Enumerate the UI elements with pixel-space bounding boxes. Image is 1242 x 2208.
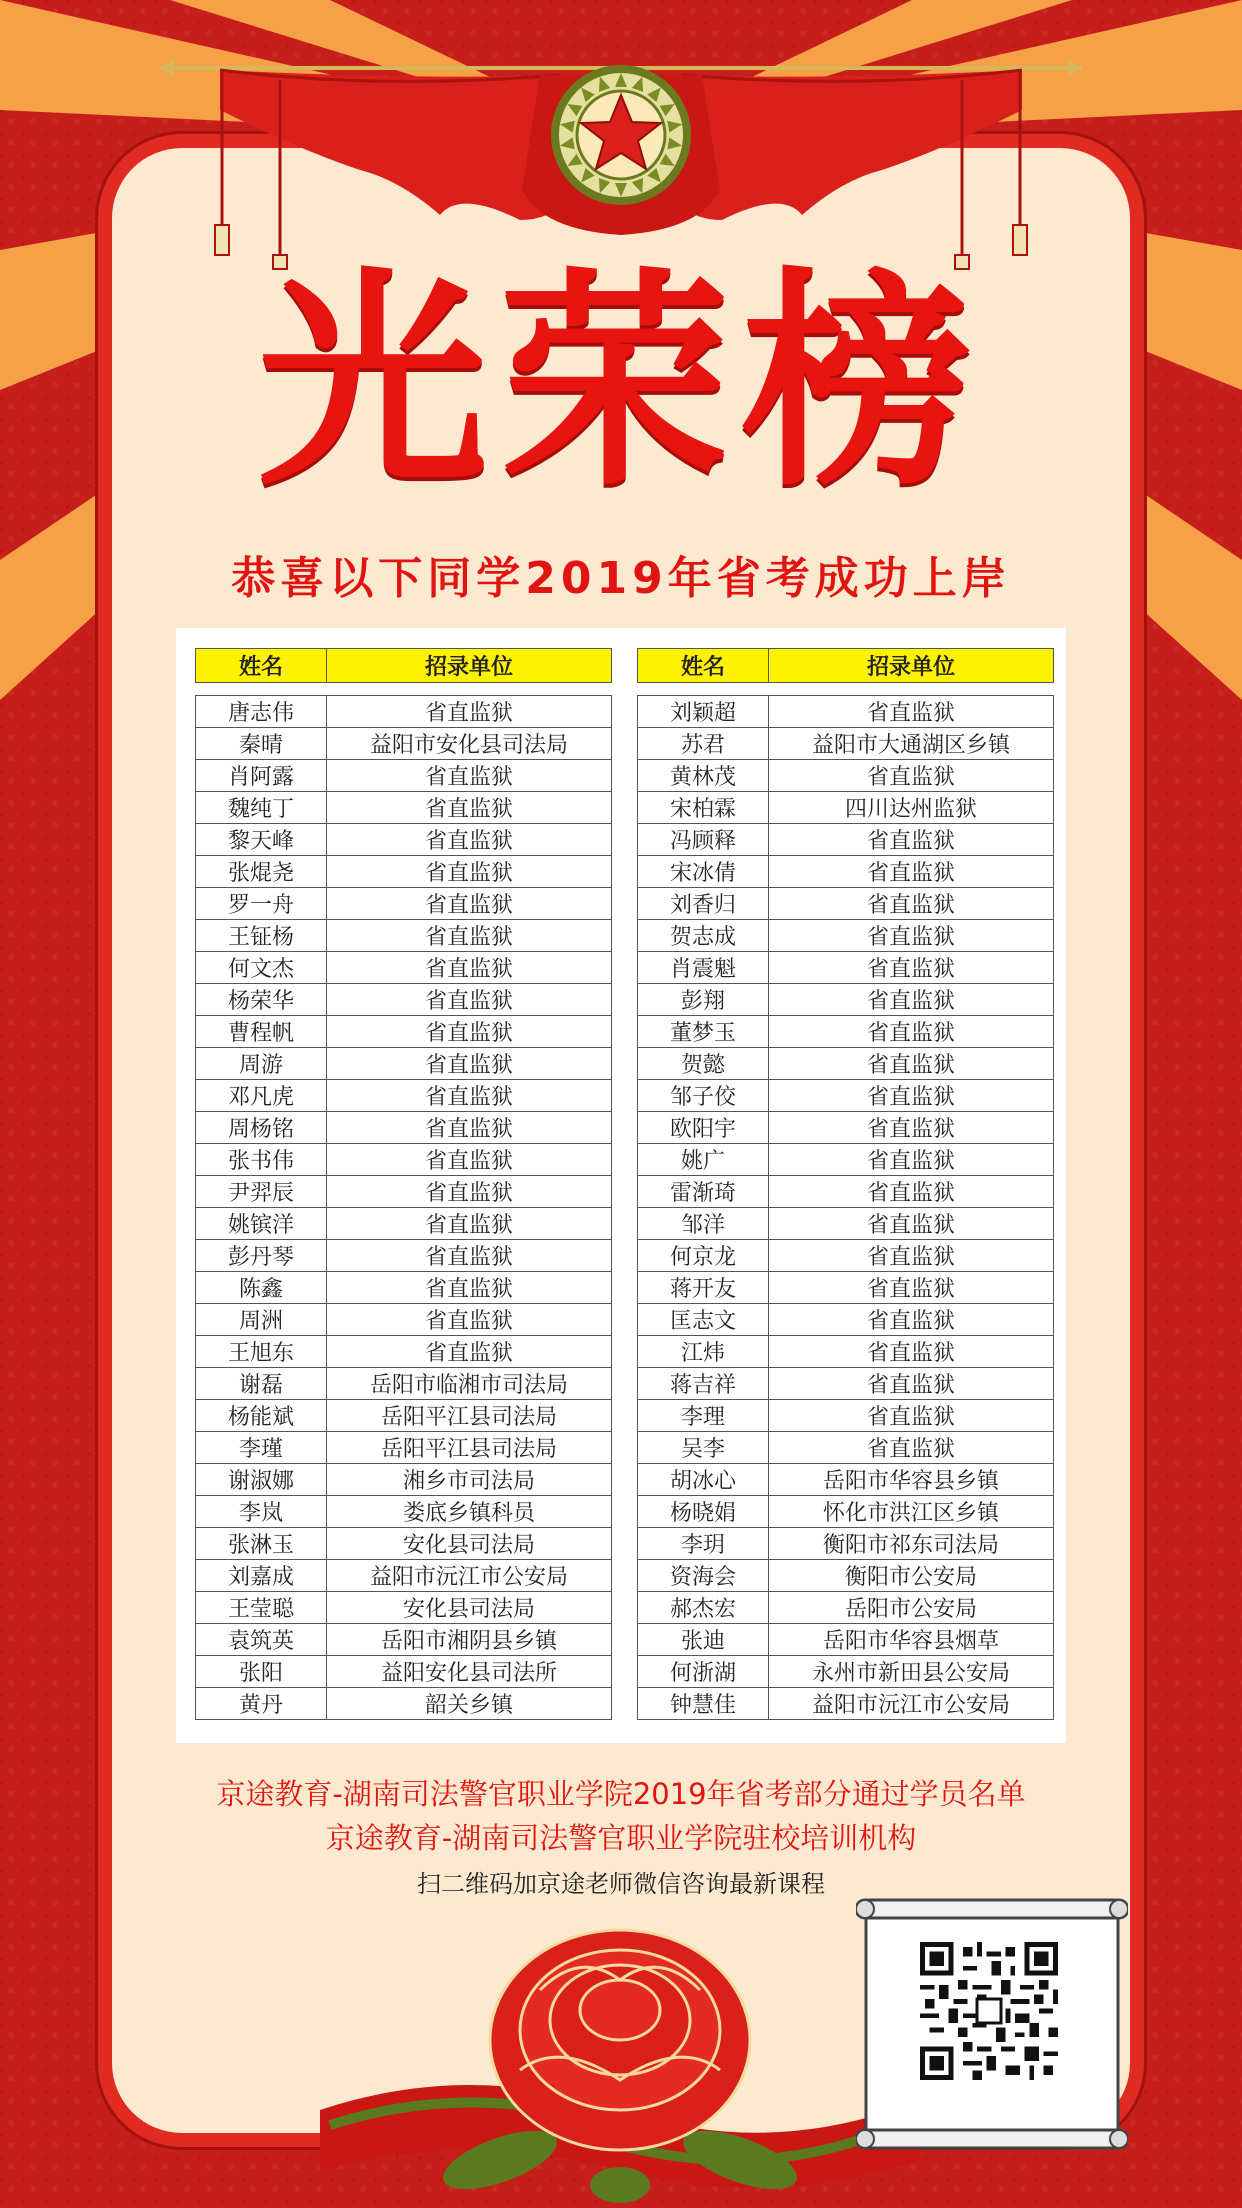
column-header-name: 姓名 [196,649,327,683]
table-row [196,1240,612,1272]
roster-table-right [637,648,1054,1720]
cell-unit: 省直监狱 [327,760,612,792]
table-row [638,1432,1054,1464]
table-row [196,1400,612,1432]
cell-name: 何文杰 [196,952,327,984]
cell-name: 宋柏霖 [638,792,769,824]
cell-unit: 省直监狱 [769,1144,1054,1176]
roster-table-left [195,648,612,1720]
cell-name: 曹程帆 [196,1016,327,1048]
cell-name: 何京龙 [638,1240,769,1272]
table-row [638,1080,1054,1112]
table-row [638,728,1054,760]
cell-name: 周游 [196,1048,327,1080]
table-row [196,1560,612,1592]
cell-unit: 省直监狱 [327,1016,612,1048]
cell-unit: 省直监狱 [769,1208,1054,1240]
cell-name: 周洲 [196,1304,327,1336]
cell-name: 周杨铭 [196,1112,327,1144]
table-row [196,1272,612,1304]
cell-name: 杨晓娟 [638,1496,769,1528]
page-title: 光荣榜 [257,247,984,517]
table-row [638,888,1054,920]
cell-name: 李理 [638,1400,769,1432]
cell-name: 张阳 [196,1656,327,1688]
cell-unit: 省直监狱 [327,1336,612,1368]
table-row [638,1304,1054,1336]
cell-name: 张迪 [638,1624,769,1656]
table-row [638,760,1054,792]
cell-unit: 省直监狱 [769,1016,1054,1048]
cell-unit: 衡阳市公安局 [769,1560,1054,1592]
table-row [196,1176,612,1208]
cell-name: 袁筑英 [196,1624,327,1656]
cell-name: 魏纯丁 [196,792,327,824]
table-row [638,792,1054,824]
table-row [196,728,612,760]
table-row [196,760,612,792]
cell-unit: 衡阳市祁东司法局 [769,1528,1054,1560]
cell-unit: 省直监狱 [327,1144,612,1176]
cell-unit: 省直监狱 [327,1048,612,1080]
cell-name: 杨荣华 [196,984,327,1016]
cell-unit: 省直监狱 [769,952,1054,984]
cell-unit: 永州市新田县公安局 [769,1656,1054,1688]
table-row [196,984,612,1016]
cell-name: 王莹聪 [196,1592,327,1624]
footer-line-3: 扫二维码加京途老师微信咨询最新课程 [417,1870,825,1898]
table-row [638,1496,1054,1528]
table-row [638,920,1054,952]
cell-name: 谢淑娜 [196,1464,327,1496]
table-row [196,1688,612,1720]
table-row [196,952,612,984]
cell-unit: 省直监狱 [327,696,612,728]
table-row [638,1112,1054,1144]
table-row [196,1528,612,1560]
table-row [638,824,1054,856]
table-row [638,1144,1054,1176]
table-row [638,1400,1054,1432]
cell-unit: 省直监狱 [769,1368,1054,1400]
cell-name: 邹子佼 [638,1080,769,1112]
cell-unit: 岳阳市华容县烟草 [769,1624,1054,1656]
cell-name: 李瑾 [196,1432,327,1464]
table-spacer-row [638,683,1054,696]
table-row [196,888,612,920]
cell-name: 蒋吉祥 [638,1368,769,1400]
table-row [196,1496,612,1528]
table-header-row [196,649,612,683]
table-row [196,1624,612,1656]
cell-name: 秦晴 [196,728,327,760]
cell-unit: 省直监狱 [769,920,1054,952]
table-row [638,1624,1054,1656]
cell-name: 肖震魁 [638,952,769,984]
cell-unit: 省直监狱 [327,1176,612,1208]
cell-name: 宋冰倩 [638,856,769,888]
table-row [196,792,612,824]
table-row [196,1656,612,1688]
cell-unit: 岳阳市临湘市司法局 [327,1368,612,1400]
cell-name: 冯顾释 [638,824,769,856]
cell-unit: 省直监狱 [327,1304,612,1336]
cell-name: 钟慧佳 [638,1688,769,1720]
cell-unit: 省直监狱 [327,856,612,888]
table-row [638,984,1054,1016]
cell-name: 胡冰心 [638,1464,769,1496]
table-row [196,824,612,856]
cell-name: 彭丹琴 [196,1240,327,1272]
star-emblem-icon [551,65,691,205]
cell-unit: 娄底乡镇科员 [327,1496,612,1528]
cell-unit: 省直监狱 [327,1112,612,1144]
cell-unit: 省直监狱 [769,1080,1054,1112]
qr-code-icon[interactable] [920,1942,1058,2080]
table-row [638,1272,1054,1304]
table-row [638,1560,1054,1592]
cell-name: 肖阿露 [196,760,327,792]
cell-name: 刘嘉成 [196,1560,327,1592]
cell-unit: 省直监狱 [327,920,612,952]
table-row [196,920,612,952]
table-row [638,1368,1054,1400]
table-row [196,1304,612,1336]
cell-unit: 省直监狱 [327,1240,612,1272]
cell-unit: 怀化市洪江区乡镇 [769,1496,1054,1528]
cell-name: 张书伟 [196,1144,327,1176]
table-row [638,856,1054,888]
cell-unit: 岳阳平江县司法局 [327,1400,612,1432]
table-row [638,1176,1054,1208]
cell-unit: 省直监狱 [327,824,612,856]
cell-name: 黎天峰 [196,824,327,856]
table-row [638,1048,1054,1080]
table-row [196,1016,612,1048]
table-row [196,696,612,728]
cell-name: 张焜尧 [196,856,327,888]
cell-unit: 韶关乡镇 [327,1688,612,1720]
table-row [196,1336,612,1368]
cell-name: 谢磊 [196,1368,327,1400]
table-row [196,1080,612,1112]
table-row [638,1592,1054,1624]
cell-name: 尹羿辰 [196,1176,327,1208]
table-row [638,1464,1054,1496]
footer-line-2: 京途教育-湖南司法警官职业学院驻校培训机构 [325,1821,917,1855]
cell-name: 匡志文 [638,1304,769,1336]
cell-name: 王钲杨 [196,920,327,952]
cell-name: 何浙湖 [638,1656,769,1688]
table-row [638,1528,1054,1560]
cell-unit: 省直监狱 [769,1432,1054,1464]
cell-unit: 省直监狱 [769,856,1054,888]
cell-name: 蒋开友 [638,1272,769,1304]
table-row [638,1208,1054,1240]
cell-name: 吴李 [638,1432,769,1464]
column-header-name: 姓名 [638,649,769,683]
table-row [196,1048,612,1080]
cell-name: 姚镔洋 [196,1208,327,1240]
cell-unit: 省直监狱 [769,1304,1054,1336]
cell-unit: 岳阳市湘阴县乡镇 [327,1624,612,1656]
cell-name: 黄林茂 [638,760,769,792]
cell-unit: 省直监狱 [769,824,1054,856]
cell-unit: 四川达州监狱 [769,792,1054,824]
table-row [638,952,1054,984]
cell-name: 贺懿 [638,1048,769,1080]
cell-name: 刘颖超 [638,696,769,728]
cell-name: 黄丹 [196,1688,327,1720]
cell-name: 彭翔 [638,984,769,1016]
table-row [196,1112,612,1144]
cell-name: 雷渐琦 [638,1176,769,1208]
cell-unit: 益阳市大通湖区乡镇 [769,728,1054,760]
cell-name: 邹洋 [638,1208,769,1240]
cell-unit: 益阳市沅江市公安局 [327,1560,612,1592]
cell-unit: 省直监狱 [769,984,1054,1016]
table-row [196,1464,612,1496]
roster-body-right [638,683,1054,1720]
cell-unit: 省直监狱 [327,1208,612,1240]
cell-unit: 省直监狱 [769,1176,1054,1208]
cell-name: 江炜 [638,1336,769,1368]
cell-unit: 益阳市沅江市公安局 [769,1688,1054,1720]
cell-unit: 省直监狱 [769,1112,1054,1144]
cell-unit: 省直监狱 [769,1240,1054,1272]
roster-card [176,628,1066,1743]
cell-name: 董梦玉 [638,1016,769,1048]
cell-name: 刘香归 [638,888,769,920]
cell-unit: 省直监狱 [327,1272,612,1304]
cell-name: 王旭东 [196,1336,327,1368]
cell-name: 罗一舟 [196,888,327,920]
cell-unit: 益阳市安化县司法局 [327,728,612,760]
table-row [638,696,1054,728]
cell-unit: 岳阳市公安局 [769,1592,1054,1624]
cell-name: 资海会 [638,1560,769,1592]
cell-name: 陈鑫 [196,1272,327,1304]
cell-name: 姚广 [638,1144,769,1176]
table-row [638,1688,1054,1720]
cell-unit: 益阳安化县司法所 [327,1656,612,1688]
column-header-unit: 招录单位 [769,649,1054,683]
table-row [196,1592,612,1624]
cell-name: 欧阳宇 [638,1112,769,1144]
cell-unit: 岳阳市华容县乡镇 [769,1464,1054,1496]
cell-name: 苏君 [638,728,769,760]
cell-unit: 省直监狱 [327,952,612,984]
peony-flower-icon [320,1910,920,2208]
table-row [638,1240,1054,1272]
cell-name: 唐志伟 [196,696,327,728]
cell-unit: 省直监狱 [327,1080,612,1112]
table-row [196,1432,612,1464]
table-spacer-row [196,683,612,696]
cell-unit: 岳阳平江县司法局 [327,1432,612,1464]
page-subtitle: 恭喜以下同学2019年省考成功上岸 [231,553,1011,604]
cell-unit: 省直监狱 [769,1048,1054,1080]
table-row [196,856,612,888]
cell-name: 邓凡虎 [196,1080,327,1112]
cell-unit: 安化县司法局 [327,1592,612,1624]
cell-unit: 省直监狱 [769,1336,1054,1368]
cell-unit: 省直监狱 [769,760,1054,792]
cell-unit: 省直监狱 [327,792,612,824]
cell-name: 张淋玉 [196,1528,327,1560]
cell-name: 贺志成 [638,920,769,952]
cell-name: 杨能斌 [196,1400,327,1432]
cell-unit: 省直监狱 [769,1400,1054,1432]
table-header-row [638,649,1054,683]
cell-unit: 省直监狱 [769,888,1054,920]
cell-name: 郝杰宏 [638,1592,769,1624]
table-row [196,1208,612,1240]
cell-name: 李玥 [638,1528,769,1560]
cell-unit: 湘乡市司法局 [327,1464,612,1496]
table-row [638,1656,1054,1688]
table-row [638,1336,1054,1368]
table-row [196,1368,612,1400]
roster-body-left [196,683,612,1720]
footer-line-1: 京途教育-湖南司法警官职业学院2019年省考部分通过学员名单 [216,1777,1026,1811]
cell-unit: 省直监狱 [769,696,1054,728]
cell-name: 李岚 [196,1496,327,1528]
cell-unit: 安化县司法局 [327,1528,612,1560]
column-header-unit: 招录单位 [327,649,612,683]
table-row [196,1144,612,1176]
curtain-drape-icon [160,20,1082,270]
cell-unit: 省直监狱 [327,984,612,1016]
cell-unit: 省直监狱 [769,1272,1054,1304]
cell-unit: 省直监狱 [327,888,612,920]
table-row [638,1016,1054,1048]
